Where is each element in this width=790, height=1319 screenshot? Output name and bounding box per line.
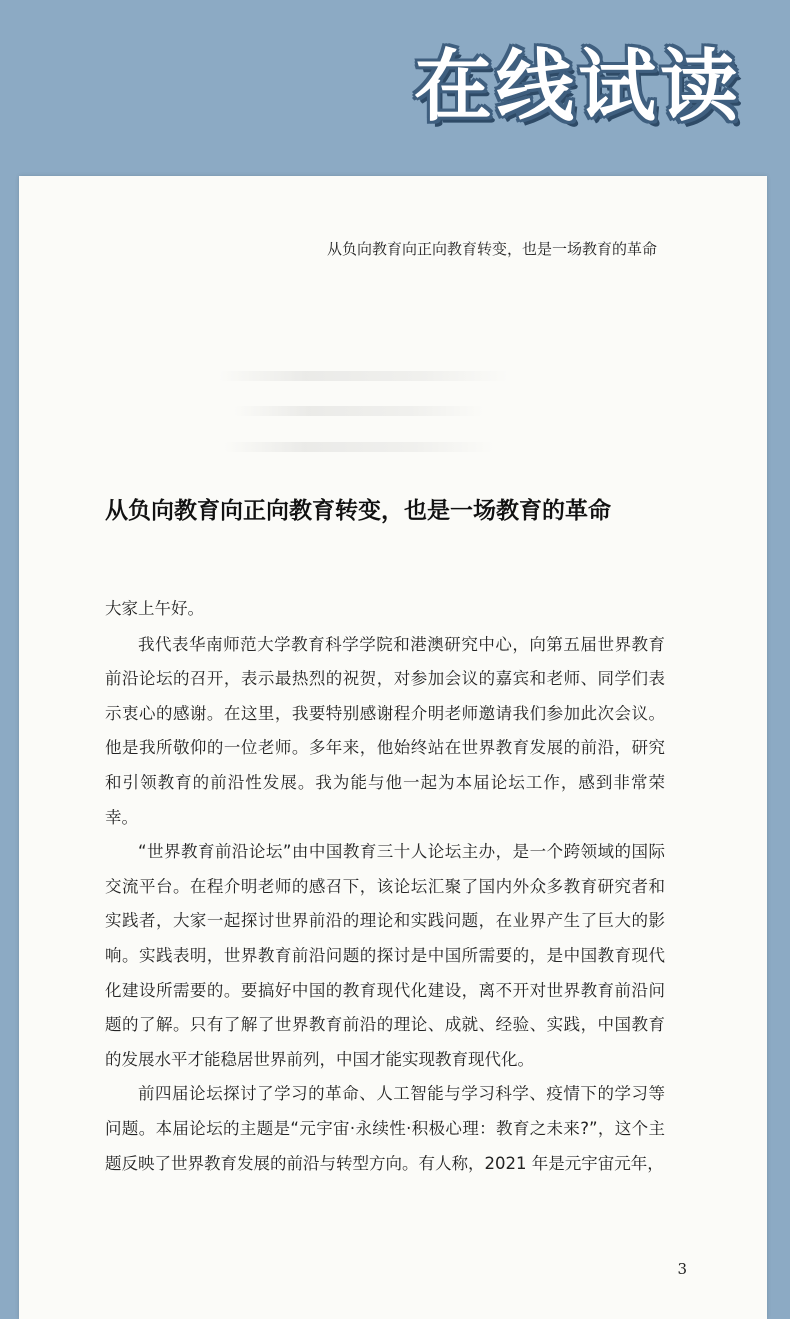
bleed-through-mark: [219, 371, 509, 381]
banner-title: 在线试读: [413, 42, 742, 132]
bleed-through-mark: [234, 406, 484, 416]
bleed-through-mark: [224, 442, 494, 452]
paragraph: “世界教育前沿论坛”由中国教育三十人论坛主办，是一个跨领域的国际交流平台。在程介明老师的感召下，该论坛汇聚了国内外众多教育研究者和实践者，大家一起探讨世界前沿的理论和实践问题，在业界产生了巨大的影响。实践表明，世界教育前沿问题的探讨是中国所需要的，是中国教育现代化建设所需要的。要搞好中国的教育现代化建设，离不开对世界教育前沿问题的了解。只有了解了世界教育前沿的理论、成就、经验、实践，中国教育的发展水平才能稳居世界前列，中国才能实现教育现代化。: [105, 842, 665, 1069]
paragraph: 我代表华南师范大学教育科学学院和港澳研究中心，向第五届世界教育前沿论坛的召开，表示最热烈的祝贺，对参加会议的嘉宾和老师、同学们表示衷心的感谢。在这里，我要特别感谢程介明老师邀请我们参加此次会议。他是我所敬仰的一位老师。多年来，他始终站在世界教育发展的前沿，研究和引领教育的前沿性发展。我为能与他一起为本届论坛工作，感到非常荣幸。: [105, 634, 665, 827]
greeting-paragraph: 大家上午好。: [105, 599, 204, 618]
book-page: [19, 176, 767, 1319]
chapter-title: 从负向教育向正向教育转变，也是一场教育的革命: [105, 497, 611, 524]
running-header: 从负向教育向正向教育转变，也是一场教育的革命: [326, 240, 657, 258]
body-text: [105, 592, 665, 1181]
page-number: 3: [677, 1260, 687, 1278]
paragraph: 前四届论坛探讨了学习的革命、人工智能与学习科学、疫情下的学习等问题。本届论坛的主题是“元宇宙·永续性·积极心理：教育之未来?”，这个主题反映了世界教育发展的前沿与转型方向。有人称，2021 年是元宇宙元年，: [105, 1084, 665, 1173]
